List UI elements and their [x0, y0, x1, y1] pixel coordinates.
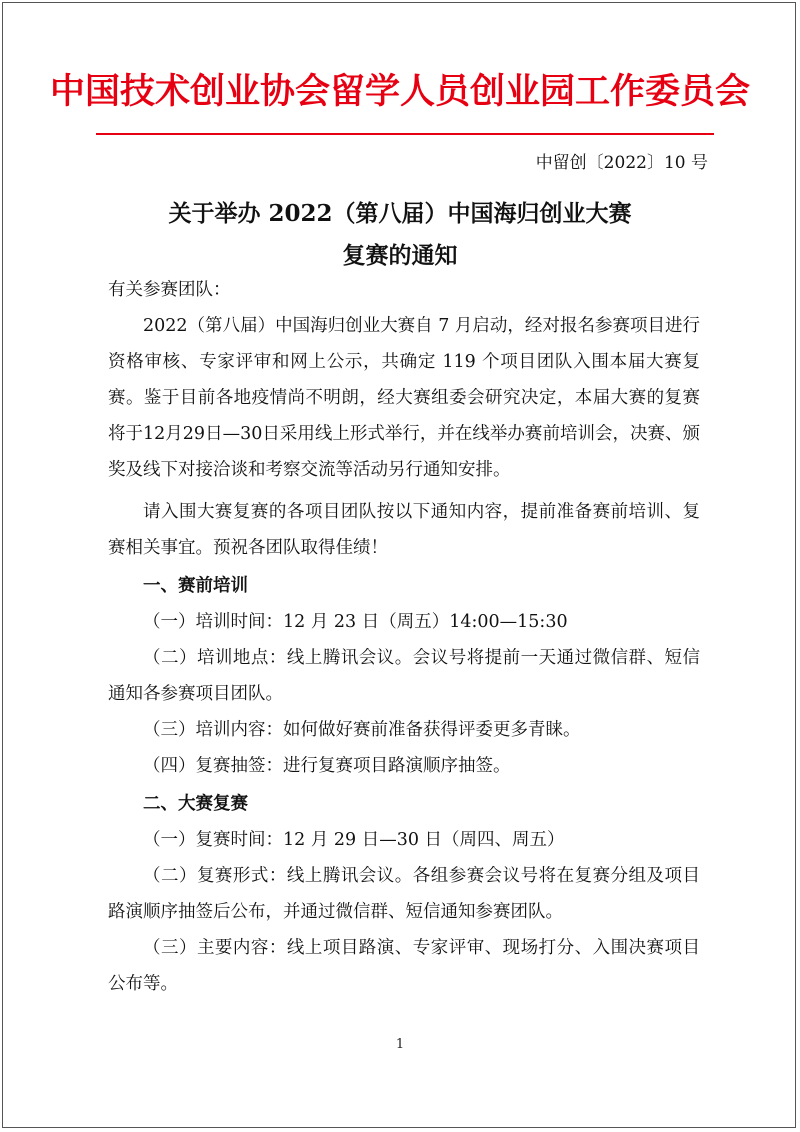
letterhead-red-line [96, 133, 714, 135]
document-number: 中留创〔2022〕10 号 [535, 153, 708, 173]
list-item: （三）培训内容：如何做好赛前准备获得评委更多青睐。 [143, 720, 581, 740]
list-item: （三）主要内容：线上项目路演、专家评审、现场打分、入围决赛项目公布等。 [108, 938, 700, 994]
list-item: （一）复赛时间：12 月 29 日—30 日（周四、周五） [143, 830, 565, 850]
list-item: （二）培训地点：线上腾讯会议。会议号将提前一天通过微信群、短信通知各参赛项目团队。 [108, 648, 700, 704]
letterhead-org-name: 中国技术创业协会留学人员创业园工作委员会 [49, 71, 750, 112]
section-heading-training: 一、赛前培训 [143, 576, 248, 596]
salutation: 有关参赛团队： [108, 280, 231, 300]
document-body [108, 272, 700, 1002]
document-title-line1: 关于举办 2022（第八届）中国海归创业大赛 [168, 200, 632, 227]
list-item: （一）培训时间：12 月 23 日（周五）14:00—15:30 [143, 612, 568, 632]
list-item: （四）复赛抽签：进行复赛项目路演顺序抽签。 [143, 756, 511, 776]
document-title-line2: 复赛的通知 [342, 242, 458, 269]
section-heading-semifinal: 二、大赛复赛 [143, 794, 248, 814]
paragraph-request: 请入围大赛复赛的各项目团队按以下通知内容，提前准备赛前培训、复赛相关事宜。预祝各团队取得佳绩！ [108, 502, 700, 558]
paragraph-intro: 2022（第八届）中国海归创业大赛自 7 月启动，经对报名参赛项目进行资格审核、专家评审和网上公示，共确定 119 个项目团队入围本届大赛复赛。鉴于目前各地疫情尚不明朗，经大赛组委会研究决定，本届大赛的复赛将于12月29日—30日采用线上形式举行，并在线举办赛前培训会，决赛、颁奖及线下对接洽谈和考察交流等活动另行通知安排。 [108, 316, 700, 480]
page-number: 1 [395, 1037, 405, 1052]
list-item: （二）复赛形式：线上腾讯会议。各组参赛会议号将在复赛分组及项目路演顺序抽签后公布，并通过微信群、短信通知参赛团队。 [108, 866, 700, 922]
